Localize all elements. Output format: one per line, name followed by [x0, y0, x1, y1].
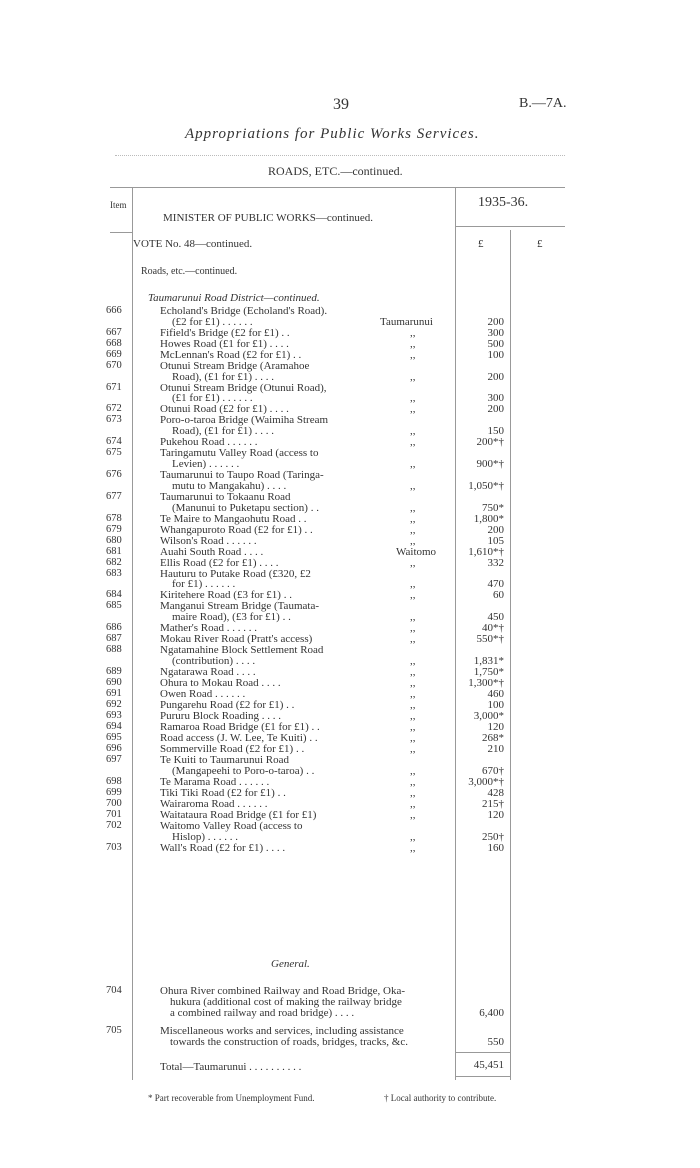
amount: 550 [487, 1036, 504, 1049]
amount: 215† [482, 797, 504, 810]
total-top-rule [455, 1052, 510, 1053]
amount: 1,831* [473, 655, 504, 667]
local-body: ,, [410, 710, 416, 722]
general-heading: General. [271, 958, 310, 970]
item-number: 678 [106, 512, 122, 524]
footnote-local-authority: † Local authority to contribute. [384, 1093, 497, 1103]
item-number: 676 [106, 469, 122, 480]
amount: 300 [487, 392, 504, 405]
amount: 200 [487, 370, 504, 383]
local-body: ,, [410, 764, 416, 777]
pound-symbol-2: £ [537, 238, 543, 250]
table-top-rule [110, 187, 565, 188]
item-number: 681 [106, 545, 122, 557]
local-body: ,, [410, 677, 416, 689]
item-description: Otunui Road (£2 for £1) . . . . [160, 403, 289, 416]
pound-symbol-1: £ [478, 238, 484, 250]
item-number: 705 [106, 1025, 122, 1037]
amount: 150 [487, 425, 504, 438]
item-description: Ngatamahine Block Settlement Road [160, 644, 324, 657]
item-number: 702 [106, 819, 122, 831]
amount: 750* [482, 501, 504, 514]
item-number: 675 [106, 447, 122, 459]
item-number: 679 [106, 523, 122, 535]
item-description: Hislop) . . . . . . [172, 830, 238, 843]
local-body: ,, [410, 589, 416, 602]
amount: 60 [493, 589, 504, 602]
local-body: ,, [410, 699, 416, 711]
item-description: Te Marama Road . . . . . . [160, 775, 270, 788]
item-number: 672 [106, 403, 122, 415]
item-number: 693 [106, 710, 122, 721]
local-body: ,, [410, 721, 416, 733]
amount: 332 [487, 556, 504, 569]
local-body: ,, [410, 743, 416, 755]
item-number: 697 [106, 754, 122, 765]
local-body: ,, [410, 830, 416, 843]
local-body: ,, [410, 841, 416, 854]
item-number: 686 [106, 622, 122, 634]
item-number: 667 [106, 326, 122, 338]
local-body: ,, [410, 622, 416, 635]
amount: 200*† [476, 436, 504, 449]
item-description: Manganui Stream Bridge (Taumata- [160, 600, 319, 613]
total-bottom-rule [455, 1076, 510, 1077]
item-description: McLennan's Road (£2 for £1) . . [160, 348, 302, 361]
local-body: ,, [410, 479, 416, 492]
amount: 3,000*† [468, 775, 504, 788]
item-description: (contribution) . . . . [172, 655, 256, 667]
item-description: (£2 for £1) . . . . . . [172, 315, 253, 328]
year-column-header: 1935-36. [478, 195, 529, 210]
amount: 470 [487, 578, 504, 591]
item-number: 696 [106, 743, 122, 754]
amount: 300 [487, 326, 504, 339]
local-body: ,, [410, 403, 416, 416]
local-body: ,, [410, 523, 416, 536]
item-description: Te Maire to Mangaohutu Road . . [160, 512, 307, 525]
amount: 1,800* [473, 512, 504, 525]
total-amount: 45,451 [473, 1059, 504, 1071]
item-description: Owen Road . . . . . . [160, 688, 246, 700]
item-description: Ohura River combined Railway and Road Bridge, Oka- [160, 985, 405, 997]
local-body: ,, [410, 370, 416, 383]
amount: 100 [487, 348, 504, 361]
local-body: Waitomo [396, 545, 437, 558]
item-description: Te Kuiti to Taumarunui Road [160, 754, 290, 766]
item-description: Waitomo Valley Road (access to [160, 819, 303, 832]
item-description: Auahi South Road . . . . [160, 545, 264, 558]
local-body: ,, [410, 797, 416, 810]
local-body: ,, [410, 501, 416, 514]
divider [115, 155, 565, 156]
item-number: 694 [106, 721, 122, 732]
section-code: B.—7A. [519, 96, 567, 111]
amount: 428 [487, 786, 504, 799]
amount: 120 [487, 721, 504, 733]
amount: 1,300*† [468, 677, 504, 689]
item-description: mutu to Mangakahu) . . . . [172, 479, 287, 492]
local-body: ,, [410, 458, 416, 470]
local-body: ,, [410, 688, 416, 700]
local-body: ,, [410, 337, 416, 350]
roads-subheading: Roads, etc.—continued. [141, 266, 238, 277]
item-number: 673 [106, 414, 122, 426]
item-description: Road), (£1 for £1) . . . . [172, 425, 275, 438]
footnote-unemployment: * Part recoverable from Unemployment Fund. [148, 1093, 315, 1103]
item-description: maire Road), (£3 for £1) . . [172, 611, 291, 624]
amount: 1,610*† [468, 545, 504, 558]
item-number: 701 [106, 808, 122, 820]
item-description: Taringamutu Valley Road (access to [160, 447, 319, 460]
amount: 120 [487, 808, 504, 821]
amount: 1,750* [473, 666, 504, 678]
item-number: 689 [106, 666, 122, 677]
local-body: ,, [410, 556, 416, 569]
item-column-header: Item [110, 200, 127, 210]
item-number: 687 [106, 633, 122, 645]
item-number: 680 [106, 534, 122, 546]
local-body: Taumarunui [380, 315, 433, 328]
item-number: 703 [106, 841, 122, 853]
item-number: 704 [106, 985, 122, 996]
item-description: Pungarehu Road (£2 for £1) . . [160, 699, 295, 711]
item-description: towards the construction of roads, bridges, tracks, &c. [170, 1036, 408, 1049]
item-description: Howes Road (£1 for £1) . . . . [160, 337, 289, 350]
amount: 450 [487, 611, 504, 624]
item-description: Otunui Stream Bridge (Otunui Road), [160, 381, 327, 394]
amount: 40*† [482, 622, 504, 635]
local-body: ,, [410, 578, 416, 591]
amount: 268* [482, 732, 504, 744]
item-number: 669 [106, 348, 122, 360]
item-number: 699 [106, 786, 122, 798]
item-description: Poro-o-taroa Bridge (Waimiha Stream [160, 414, 329, 427]
local-body: ,, [410, 326, 416, 339]
item-number: 668 [106, 337, 122, 349]
amount: 200 [487, 315, 504, 328]
item-description: (Mangapeehi to Poro-o-taroa) . . [172, 764, 315, 777]
local-body: ,, [410, 808, 416, 821]
amount: 100 [487, 699, 504, 711]
amount: 6,400 [479, 1006, 504, 1019]
amount: 900*† [476, 458, 504, 470]
local-body: ,, [410, 392, 416, 405]
item-description: Echoland's Bridge (Echoland's Road). [160, 305, 328, 317]
item-description: Waitataura Road Bridge (£1 for £1) [160, 808, 317, 821]
local-body: ,, [410, 786, 416, 799]
item-description: Miscellaneous works and services, including assistance [160, 1025, 404, 1038]
item-number: 670 [106, 359, 122, 371]
item-description: Ellis Road (£2 for £1) . . . . [160, 556, 279, 569]
item-description: Kiritehere Road (£3 for £1) . . [160, 589, 292, 602]
page-number: 39 [333, 96, 349, 113]
item-number: 692 [106, 699, 122, 710]
item-description: Otunui Stream Bridge (Aramahoe [160, 359, 310, 372]
item-number: 677 [106, 490, 122, 502]
local-body: ,, [410, 425, 416, 438]
amount: 550*† [476, 633, 504, 646]
item-header-rule [110, 232, 132, 233]
amount: 460 [487, 688, 504, 700]
amount-column-rule [455, 188, 456, 1080]
item-description: Wilson's Road . . . . . . [160, 534, 257, 547]
item-description: hukura (additional cost of making the railway bridge [170, 995, 402, 1008]
item-description: Taumarunui to Taupo Road (Taringa- [160, 469, 324, 481]
amount: 160 [487, 841, 504, 854]
item-description: Mather's Road . . . . . . [160, 622, 257, 635]
district-heading: Taumarunui Road District—continued. [148, 292, 320, 304]
item-number: 690 [106, 677, 122, 688]
item-description: Levien) . . . . . . [172, 458, 240, 470]
year-header-rule [455, 226, 565, 227]
item-number: 674 [106, 436, 122, 448]
local-body: ,, [410, 732, 416, 744]
item-number: 698 [106, 775, 122, 787]
item-number: 685 [106, 600, 122, 612]
amount: 3,000* [473, 710, 504, 722]
item-description: Taumarunui to Tokaanu Road [160, 490, 291, 503]
item-description: Fifield's Bridge (£2 for £1) . . [160, 326, 290, 339]
amount: 200 [487, 523, 504, 536]
item-number: 683 [106, 567, 122, 579]
local-body: ,, [410, 655, 416, 667]
amount: 210 [487, 743, 504, 755]
item-description: Hauturu to Putake Road (£320, £2 [160, 567, 311, 580]
item-column-rule [132, 188, 133, 1080]
item-number: 666 [106, 305, 122, 316]
local-body: ,, [410, 348, 416, 361]
item-number: 695 [106, 732, 122, 743]
item-description: Sommerville Road (£2 for £1) . . [160, 743, 305, 755]
local-body: ,, [410, 436, 416, 449]
item-description: Pururu Block Roading . . . . [160, 710, 281, 722]
local-body: ,, [410, 666, 416, 678]
item-number: 671 [106, 381, 122, 393]
item-description: Road), (£1 for £1) . . . . [172, 370, 275, 383]
item-number: 688 [106, 644, 122, 656]
item-description: Road access (J. W. Lee, Te Kuiti) . . [160, 732, 318, 744]
amount-split-rule [510, 230, 511, 1080]
item-number: 700 [106, 797, 122, 809]
item-description: (Manunui to Puketapu section) . . [172, 501, 319, 514]
item-description: Ramaroa Road Bridge (£1 for £1) . . [160, 721, 320, 733]
item-description: Ngatarawa Road . . . . [160, 666, 256, 678]
item-description: a combined railway and road bridge) . . . . [170, 1006, 355, 1019]
amount: 105 [487, 534, 504, 547]
item-description: for £1) . . . . . . [172, 578, 236, 591]
local-body: ,, [410, 633, 416, 646]
local-body: ,, [410, 775, 416, 788]
local-body: ,, [410, 512, 416, 525]
item-number: 691 [106, 688, 122, 699]
item-description: Wairaroma Road . . . . . . [160, 797, 268, 810]
item-description: Ohura to Mokau Road . . . . [160, 677, 281, 689]
minister-heading: MINISTER OF PUBLIC WORKS—continued. [163, 212, 374, 224]
total-label: Total—Taumarunui . . . . . . . . . . [160, 1061, 302, 1073]
local-body: ,, [410, 534, 416, 547]
item-description: Pukehou Road . . . . . . [160, 436, 258, 449]
item-number: 684 [106, 589, 122, 601]
item-description: Whangapuroto Road (£2 for £1) . . [160, 523, 313, 536]
amount: 1,050*† [468, 479, 504, 492]
amount: 500 [487, 337, 504, 350]
vote-heading: VOTE No. 48—continued. [133, 238, 253, 250]
item-number: 682 [106, 556, 122, 568]
amount: 250† [482, 830, 504, 843]
amount: 200 [487, 403, 504, 416]
item-description: Tiki Tiki Road (£2 for £1) . . [160, 786, 286, 799]
amount: 670† [482, 764, 504, 777]
item-description: Wall's Road (£2 for £1) . . . . [160, 841, 286, 854]
page-title: Appropriations for Public Works Services. [185, 126, 480, 142]
item-description: Mokau River Road (Pratt's access) [160, 633, 313, 646]
section-subtitle: ROADS, ETC.—continued. [268, 164, 403, 178]
local-body: ,, [410, 611, 416, 624]
item-description: (£1 for £1) . . . . . . [172, 392, 253, 405]
